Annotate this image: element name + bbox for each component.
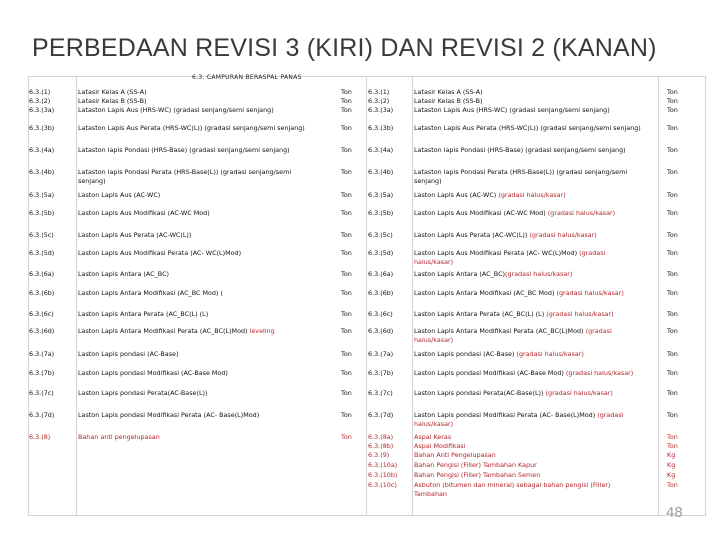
item-unit: Ton: [341, 168, 352, 176]
item-code: 6.3.(5b): [29, 209, 55, 217]
left-row-unit: [341, 191, 352, 200]
item-unit: Ton: [667, 124, 678, 132]
right-row-description: [414, 411, 642, 428]
right-row-code: [368, 433, 393, 442]
right-row-description: [414, 88, 483, 97]
right-row-description: [414, 106, 610, 115]
item-unit: Ton: [341, 249, 352, 257]
right-row-description: [414, 433, 451, 442]
item-code: 6.3.(3a): [29, 106, 55, 114]
item-code: 6.3.(9): [368, 451, 390, 459]
left-row-unit: [341, 88, 352, 97]
item-description: Lataston Lapis Aus (HRS-WC) (gradasi senjang/semi senjang): [78, 106, 274, 114]
right-row-unit: [667, 411, 678, 420]
item-description: Asbuton (bitumen dan mineral) sebagai bahan pengisi (Filler) Tambahan: [414, 481, 611, 498]
right-row-description: [414, 209, 642, 218]
right-row-code: [368, 97, 389, 106]
item-code: 6.3.(5c): [29, 231, 54, 239]
item-unit: Ton: [341, 411, 352, 419]
right-row-description: [414, 481, 642, 498]
right-row-code: [368, 88, 389, 97]
item-description: Bahan Pengisi (Filler) Tambahan Kapur: [414, 461, 537, 469]
item-description: Latasir Kelas B (SS-B): [414, 97, 483, 105]
left-row-unit: [341, 389, 352, 398]
item-unit: Ton: [667, 369, 678, 377]
item-code: 6.3.(6b): [368, 289, 394, 297]
right-row-code: [368, 289, 393, 298]
revision-note: (gradasi halus/kasar): [414, 327, 612, 344]
item-unit: Ton: [341, 289, 352, 297]
right-row-description: [414, 191, 566, 200]
item-unit: Ton: [667, 350, 678, 358]
revision-note: (gradasi halus/kasar): [554, 289, 624, 297]
right-row-description: [414, 231, 597, 240]
right-row-unit: [667, 369, 678, 378]
item-code: 6.3.(2): [368, 97, 390, 105]
right-row-unit: [667, 88, 678, 97]
left-row-code: [29, 289, 54, 298]
left-row-code: [29, 270, 54, 279]
item-description: Lataston lapis Pondasi (HRS-Base) (gradasi senjang/semi senjang): [414, 146, 626, 154]
item-description: Laston Lapis Antara Perata (AC_BC(L) (L): [78, 310, 209, 318]
left-row-unit: [341, 124, 352, 133]
right-row-unit: [667, 442, 678, 451]
item-description: Laston Lapis pondasi Modifikasi Perata (AC- Base(L)Mod): [414, 411, 596, 419]
left-row-description: [78, 389, 208, 398]
left-row-code: [29, 310, 54, 319]
right-row-description: [414, 471, 540, 480]
left-row-description: [78, 433, 160, 442]
revision-note: (gradasi halus/kasar): [527, 231, 597, 239]
item-description: Laston Lapis Antara Modifikasi Perata (AC_BC(L)Mod): [78, 327, 248, 335]
right-row-code: [368, 389, 393, 398]
item-code: 6.3.(7a): [29, 350, 55, 358]
right-row-description: [414, 442, 465, 451]
item-description: Laston Lapis pondasi Modifikasi Perata (AC- Base(L)Mod): [78, 411, 260, 419]
revision-note: (gradasi halus/kasar): [563, 369, 634, 377]
item-code: 6.3.(7c): [29, 389, 54, 397]
item-description: Lataston lapis Pondasi Perata (HRS-Base(L)) (gradasi senjang/semi senjang): [414, 168, 628, 185]
revision-note: (gradasi halus/kasar): [545, 209, 616, 217]
item-description: Laston Lapis pondasi Modifikasi (AC-Base Mod): [414, 369, 564, 377]
item-unit: Ton: [667, 146, 678, 154]
left-row-description: [78, 369, 228, 378]
item-description: Laston Lapis Antara Modifikasi Perata (AC_BC(L)Mod): [414, 327, 584, 335]
revision-note: leveling: [247, 327, 275, 335]
item-code: 6.3.(6d): [368, 327, 394, 335]
left-row-code: [29, 97, 50, 106]
right-row-unit: [667, 191, 678, 200]
right-row-unit: [667, 481, 678, 490]
item-unit: Ton: [667, 411, 678, 419]
left-row-description: [78, 191, 160, 200]
left-row-unit: [341, 433, 352, 442]
left-row-code: [29, 231, 54, 240]
right-row-code: [368, 168, 393, 177]
right-row-unit: [667, 451, 675, 460]
right-row-description: [414, 270, 572, 279]
item-code: 6.3.(7b): [368, 369, 394, 377]
item-unit: Ton: [667, 310, 678, 318]
left-row-description: [78, 289, 223, 298]
right-row-code: [368, 369, 393, 378]
item-unit: Ton: [667, 168, 678, 176]
item-unit: Ton: [667, 97, 678, 105]
item-description: Latasir Kelas A (SS-A): [78, 88, 147, 96]
left-row-description: [78, 106, 274, 115]
item-code: 6.3.(8): [29, 433, 51, 441]
left-row-unit: [341, 168, 352, 177]
item-description: Laston Lapis Aus Modifikasi (AC-WC Mod): [78, 209, 210, 217]
item-code: 6.3.(5a): [368, 191, 394, 199]
revision-note: (gradasi halus/kasar): [414, 249, 606, 266]
item-description: Bahan anti pengelupasan: [78, 433, 160, 441]
item-code: 6.3.(3b): [368, 124, 394, 132]
right-row-code: [368, 106, 393, 115]
right-row-unit: [667, 471, 675, 480]
item-description: Laston Lapis Antara Modifikasi (AC_BC Mod) (: [78, 289, 223, 297]
item-unit: Ton: [341, 124, 352, 132]
item-unit: Ton: [667, 191, 678, 199]
left-row-description: [78, 411, 259, 420]
item-description: Laston Lapis Aus (AC-WC): [414, 191, 497, 199]
item-unit: Ton: [667, 433, 678, 441]
left-row-description: [78, 350, 178, 359]
item-code: 6.3.(7b): [29, 369, 55, 377]
item-description: Laston Lapis Antara (AC_BC): [78, 270, 170, 278]
left-row-description: [78, 88, 147, 97]
page-title: PERBEDAAN REVISI 3 (KIRI) DAN REVISI 2 (KANAN): [32, 34, 657, 62]
right-row-code: [368, 471, 397, 480]
left-row-code: [29, 433, 50, 442]
left-row-code: [29, 168, 54, 177]
left-row-description: [78, 168, 308, 185]
item-unit: Ton: [667, 209, 678, 217]
item-code: 6.3.(7d): [368, 411, 394, 419]
item-unit: Ton: [341, 433, 352, 441]
item-unit: Ton: [667, 481, 678, 489]
left-row-unit: [341, 270, 352, 279]
item-unit: Ton: [341, 310, 352, 318]
revision-note: (gradasi halus/kasar): [496, 191, 566, 199]
right-row-description: [414, 461, 537, 470]
item-description: Laston Lapis Antara (AC_BC): [414, 270, 506, 278]
left-row-description: [78, 209, 210, 218]
item-code: 6.3.(6c): [368, 310, 393, 318]
left-row-unit: [341, 350, 352, 359]
item-code: 6.3.(6a): [368, 270, 394, 278]
right-row-unit: [667, 97, 678, 106]
item-description: Latasir Kelas A (SS-A): [414, 88, 483, 96]
item-unit: Ton: [667, 389, 678, 397]
revision-note: (gradasi halus/kasar): [505, 270, 573, 278]
revision-note: (gradasi halus/kasar): [514, 350, 584, 358]
left-row-unit: [341, 231, 352, 240]
right-row-unit: [667, 209, 678, 218]
item-code: 6.3.(10b): [368, 471, 398, 479]
item-description: Laston Lapis Aus Modifikasi Perata (AC- WC(L)Mod): [414, 249, 578, 257]
right-row-code: [368, 442, 393, 451]
right-row-description: [414, 97, 483, 106]
right-row-code: [368, 350, 393, 359]
item-unit: Ton: [667, 88, 678, 96]
item-description: Laston Lapis Aus Modifikasi (AC-WC Mod): [414, 209, 546, 217]
left-row-code: [29, 124, 54, 133]
item-description: Aspal Modifikasi: [414, 442, 466, 450]
item-unit: Ton: [341, 327, 352, 335]
item-unit: Ton: [667, 249, 678, 257]
right-row-code: [368, 327, 393, 336]
left-row-code: [29, 88, 50, 97]
item-unit: Ton: [341, 350, 352, 358]
item-description: Laston Lapis pondasi (AC-Base): [414, 350, 515, 358]
left-row-description: [78, 310, 208, 319]
item-unit: Ton: [341, 231, 352, 239]
item-unit: Ton: [341, 146, 352, 154]
right-row-code: [368, 146, 393, 155]
item-description: Latasir Kelas B (SS-B): [78, 97, 147, 105]
right-row-code: [368, 249, 393, 258]
item-unit: Ton: [341, 209, 352, 217]
item-code: 6.3.(5d): [368, 249, 394, 257]
item-unit: Ton: [341, 389, 352, 397]
item-unit: Ton: [341, 88, 352, 96]
revision-note: (gradasi halus/kasar): [544, 310, 614, 318]
right-row-unit: [667, 249, 678, 258]
item-code: 6.3.(4b): [368, 168, 394, 176]
right-row-description: [414, 249, 642, 266]
item-unit: Kg: [667, 451, 676, 459]
item-description: Laston Lapis Antara Perata (AC_BC(L) (L): [414, 310, 545, 318]
right-row-description: [414, 146, 642, 155]
item-description: Laston Lapis pondasi Perata(AC-Base(L)): [414, 389, 544, 397]
item-code: 6.3.(6b): [29, 289, 55, 297]
right-row-unit: [667, 310, 678, 319]
right-row-unit: [667, 350, 678, 359]
right-row-unit: [667, 106, 678, 115]
left-row-code: [29, 389, 54, 398]
right-row-description: [414, 310, 614, 319]
left-row-code: [29, 327, 54, 336]
right-row-description: [414, 168, 642, 185]
item-code: 6.3.(7c): [368, 389, 393, 397]
item-unit: Ton: [341, 97, 352, 105]
right-row-code: [368, 451, 389, 460]
item-code: 6.3.(6d): [29, 327, 55, 335]
left-row-code: [29, 209, 54, 218]
item-code: 6.3.(6a): [29, 270, 55, 278]
right-row-code: [368, 411, 393, 420]
item-code: 6.3.(1): [29, 88, 51, 96]
item-code: 6.3.(3b): [29, 124, 55, 132]
item-unit: Kg: [667, 471, 676, 479]
item-code: 6.3.(4b): [29, 168, 55, 176]
left-row-unit: [341, 289, 352, 298]
right-row-unit: [667, 389, 678, 398]
item-description: Aspal Keras: [414, 433, 452, 441]
item-unit: Ton: [667, 270, 678, 278]
item-code: 6.3.(4a): [29, 146, 55, 154]
right-row-description: [414, 327, 642, 344]
item-description: Lataston Lapis Aus (HRS-WC) (gradasi senjang/semi senjang): [414, 106, 610, 114]
item-code: 6.3.(7d): [29, 411, 55, 419]
item-description: Laston Lapis Aus (AC-WC): [78, 191, 161, 199]
item-description: Laston Lapis Aus Modifikasi Perata (AC- WC(L)Mod): [78, 249, 242, 257]
right-row-unit: [667, 270, 678, 279]
item-code: 6.3.(1): [368, 88, 390, 96]
item-code: 6.3.(10a): [368, 461, 398, 469]
item-description: Laston Lapis pondasi Modifikasi (AC-Base Mod): [78, 369, 228, 377]
left-row-description: [78, 124, 308, 133]
right-row-description: [414, 289, 642, 298]
right-row-code: [368, 310, 393, 319]
item-code: 6.3.(10c): [368, 481, 397, 489]
left-row-code: [29, 191, 54, 200]
revision-note: (gradasi halus/kasar): [543, 389, 613, 397]
item-description: Laston Lapis Aus Perata (AC-WC(L)): [414, 231, 528, 239]
item-code: 6.3.(3a): [368, 106, 394, 114]
item-description: Laston Lapis Aus Perata (AC-WC(L)): [78, 231, 192, 239]
item-unit: Ton: [341, 369, 352, 377]
item-unit: Ton: [341, 106, 352, 114]
left-row-description: [78, 97, 147, 106]
right-row-unit: [667, 124, 678, 133]
item-code: 6.3.(7a): [368, 350, 394, 358]
left-row-description: [78, 231, 191, 240]
left-row-unit: [341, 310, 352, 319]
item-description: Lataston Lapis Aus Perata (HRS-WC(L)) (gradasi senjang/semi senjang): [78, 124, 305, 132]
right-row-description: [414, 389, 642, 398]
right-row-description: [414, 124, 642, 133]
right-row-unit: [667, 231, 678, 240]
item-code: 6.3.(4a): [368, 146, 394, 154]
left-row-description: [78, 249, 241, 258]
left-row-code: [29, 369, 54, 378]
right-row-unit: [667, 168, 678, 177]
item-unit: Ton: [341, 270, 352, 278]
left-row-code: [29, 146, 54, 155]
left-row-code: [29, 350, 54, 359]
right-row-unit: [667, 327, 678, 336]
item-code: 6.3.(5a): [29, 191, 55, 199]
right-row-unit: [667, 433, 678, 442]
item-description: Laston Lapis Antara Modifikasi (AC_BC Mod): [414, 289, 555, 297]
right-row-code: [368, 231, 393, 240]
item-unit: Ton: [667, 327, 678, 335]
item-description: Laston Lapis pondasi (AC-Base): [78, 350, 179, 358]
right-row-code: [368, 270, 393, 279]
item-code: 6.3.(6c): [29, 310, 54, 318]
item-unit: Ton: [667, 442, 678, 450]
left-row-description: [78, 146, 308, 155]
right-row-description: [414, 350, 584, 359]
item-code: 6.3.(5b): [368, 209, 394, 217]
right-row-description: [414, 369, 642, 378]
item-description: Lataston Lapis Aus Perata (HRS-WC(L)) (gradasi senjang/semi senjang): [414, 124, 641, 132]
item-description: Bahan Pengisi (Filler) Tambahan Semen: [414, 471, 541, 479]
left-row-unit: [341, 369, 352, 378]
item-description: Lataston lapis Pondasi (HRS-Base) (gradasi senjang/semi senjang): [78, 146, 290, 154]
right-row-code: [368, 124, 393, 133]
item-code: 6.3.(5c): [368, 231, 393, 239]
item-description: Bahan Anti Pengelupasan: [414, 451, 496, 459]
item-code: 6.3.(8b): [368, 442, 394, 450]
page-number: 48: [666, 504, 683, 521]
right-row-code: [368, 461, 397, 470]
item-unit: Ton: [667, 231, 678, 239]
left-row-unit: [341, 249, 352, 258]
item-unit: Ton: [341, 191, 352, 199]
revision-note: (gradasi halus/kasar): [414, 411, 624, 428]
section-caption: 6.3. CAMPURAN BERASPAL PANAS: [192, 74, 302, 81]
right-row-unit: [667, 461, 675, 470]
left-row-description: [78, 327, 275, 336]
left-row-unit: [341, 106, 352, 115]
left-row-unit: [341, 209, 352, 218]
left-row-code: [29, 106, 54, 115]
left-row-description: [78, 270, 169, 279]
left-row-code: [29, 411, 54, 420]
left-row-unit: [341, 97, 352, 106]
item-description: Lataston lapis Pondasi Perata (HRS-Base(L)) (gradasi senjang/semi senjang): [78, 168, 292, 185]
left-row-unit: [341, 327, 352, 336]
left-row-unit: [341, 411, 352, 420]
item-code: 6.3.(8a): [368, 433, 394, 441]
right-row-code: [368, 481, 397, 490]
item-code: 6.3.(5d): [29, 249, 55, 257]
item-description: Laston Lapis pondasi Perata(AC-Base(L)): [78, 389, 208, 397]
right-row-unit: [667, 289, 678, 298]
item-unit: Kg: [667, 461, 676, 469]
left-row-code: [29, 249, 54, 258]
right-row-unit: [667, 146, 678, 155]
right-row-description: [414, 451, 496, 460]
left-row-unit: [341, 146, 352, 155]
right-row-code: [368, 191, 393, 200]
item-unit: Ton: [667, 106, 678, 114]
item-code: 6.3.(2): [29, 97, 51, 105]
right-row-code: [368, 209, 393, 218]
item-unit: Ton: [667, 289, 678, 297]
